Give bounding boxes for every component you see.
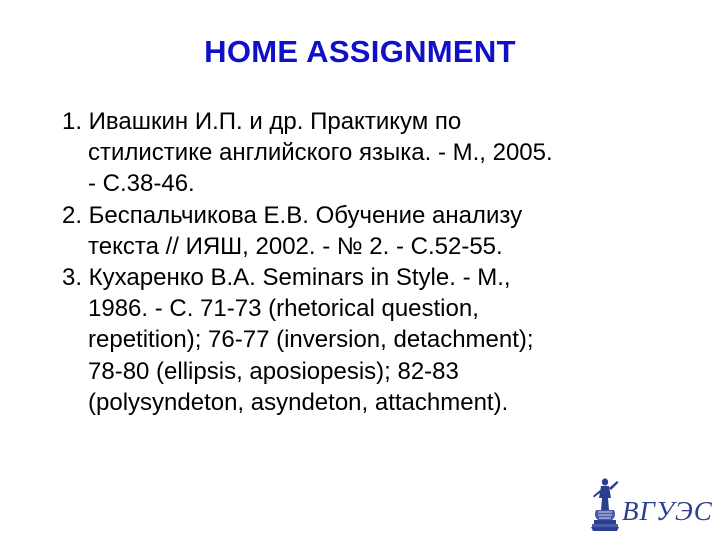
assignment-line: - С.38-46. <box>88 170 195 198</box>
logo-text: ВГУЭС <box>622 496 713 526</box>
assignment-item <box>62 262 692 418</box>
statue-emblem-icon <box>588 476 622 532</box>
assignment-line: 78-80 (ellipsis, aposiopesis); 82-83 <box>88 357 459 385</box>
assignment-list <box>62 106 692 418</box>
assignment-line: repetition); 76-77 (inversion, detachment); <box>88 326 534 354</box>
assignment-item <box>62 200 692 262</box>
assignment-line: 1. Ивашкин И.П. и др. Практикум по <box>62 108 462 135</box>
slide-title: HOME ASSIGNMENT <box>204 34 516 69</box>
assignment-item <box>62 106 692 200</box>
assignment-line: 2. Беспальчикова Е.В. Обучение анализу <box>62 201 523 229</box>
assignment-line: 1986. - С. 71-73 (rhetorical question, <box>88 295 479 323</box>
assignment-line: 3. Кухаренко В.А. Seminars in Style. - М., <box>62 264 511 292</box>
assignment-line: стилистике английского языка. - М., 2005. <box>88 139 553 167</box>
assignment-line: (polysyndeton, asyndeton, attachment). <box>88 388 509 416</box>
assignment-line: текста // ИЯШ, 2002. - № 2. - С.52-55. <box>88 232 503 260</box>
university-logo <box>588 476 713 532</box>
